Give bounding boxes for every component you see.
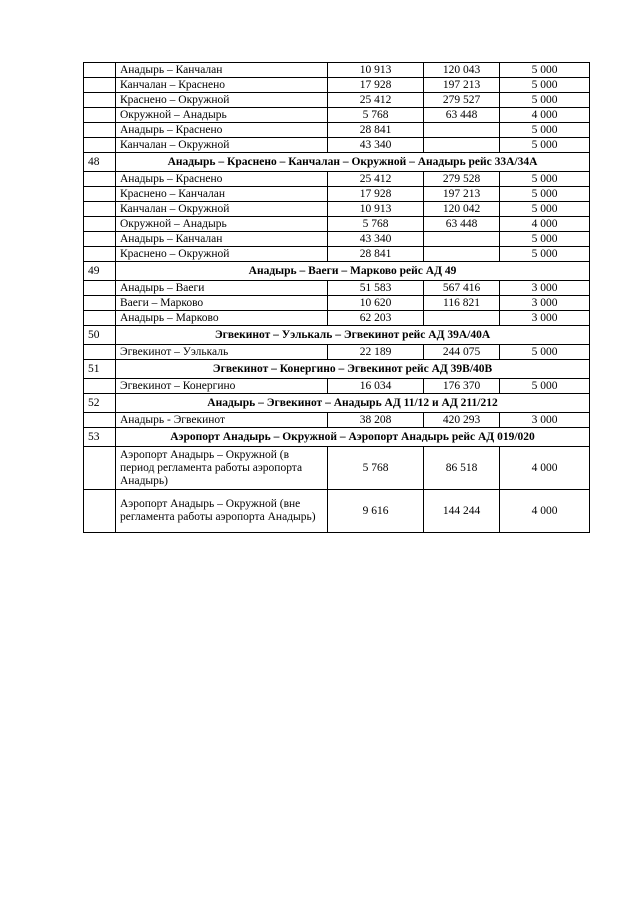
rate-value: 5 000 [500,345,590,360]
table-row [84,172,590,187]
distance-value: 43 340 [328,232,424,247]
tariff-value: 244 075 [424,345,500,360]
table-row [84,296,590,311]
route-segment-name: Канчалан – Краснено [116,78,328,93]
row-index-cell [84,108,116,123]
tariff-value: 197 213 [424,187,500,202]
tariff-value: 120 042 [424,202,500,217]
tariff-value [424,311,500,326]
table-row [84,379,590,394]
table-row [84,78,590,93]
distance-value: 28 841 [328,247,424,262]
rate-value: 5 000 [500,63,590,78]
distance-value: 16 034 [328,379,424,394]
route-segment-name: Эгвекинот – Конергино [116,379,328,394]
table-row [84,281,590,296]
row-index-cell [84,413,116,428]
row-index-cell [84,63,116,78]
row-index-cell [84,138,116,153]
row-index-cell [84,296,116,311]
document-page [83,62,590,533]
distance-value: 5 768 [328,108,424,123]
row-index-cell [84,311,116,326]
tariff-table [83,62,590,533]
tariff-value: 279 528 [424,172,500,187]
distance-value: 17 928 [328,187,424,202]
route-segment-name: Краснено – Окружной [116,247,328,262]
distance-value: 10 620 [328,296,424,311]
rate-value: 5 000 [500,232,590,247]
distance-value: 38 208 [328,413,424,428]
table-row [84,217,590,232]
group-header-row [84,428,590,447]
route-number: 52 [84,394,116,413]
route-segment-name: Анадырь – Канчалан [116,63,328,78]
distance-value: 22 189 [328,345,424,360]
route-group-title: Эгвекинот – Уэлькаль – Эгвекинот рейс АД 39А/40А [116,326,590,345]
rate-value: 4 000 [500,447,590,490]
rate-value: 4 000 [500,217,590,232]
route-segment-name: Анадырь – Марково [116,311,328,326]
route-segment-name: Ваеги – Марково [116,296,328,311]
table-row [84,345,590,360]
route-segment-name: Краснено – Канчалан [116,187,328,202]
rate-value: 4 000 [500,490,590,533]
group-header-row [84,360,590,379]
distance-value: 51 583 [328,281,424,296]
rate-value: 5 000 [500,379,590,394]
route-group-title: Анадырь – Эгвекинот – Анадырь АД 11/12 и АД 211/212 [116,394,590,413]
table-row [84,93,590,108]
route-group-title: Анадырь – Краснено – Канчалан – Окружной – Анадырь рейс 33А/34А [116,153,590,172]
tariff-value [424,123,500,138]
row-index-cell [84,172,116,187]
rate-value: 3 000 [500,281,590,296]
tariff-value: 197 213 [424,78,500,93]
table-row [84,232,590,247]
route-group-title: Эгвекинот – Конергино – Эгвекинот рейс АД 39В/40В [116,360,590,379]
route-number: 51 [84,360,116,379]
row-index-cell [84,379,116,394]
rate-value: 5 000 [500,78,590,93]
tariff-value: 144 244 [424,490,500,533]
route-segment-name: Канчалан – Окружной [116,202,328,217]
route-segment-name: Анадырь – Ваеги [116,281,328,296]
table-row [84,123,590,138]
table-row [84,413,590,428]
row-index-cell [84,247,116,262]
table-row [84,247,590,262]
table-row [84,447,590,490]
route-group-title: Аэропорт Анадырь – Окружной – Аэропорт Анадырь рейс АД 019/020 [116,428,590,447]
rate-value: 5 000 [500,93,590,108]
row-index-cell [84,123,116,138]
rate-value: 5 000 [500,187,590,202]
route-segment-name: Аэропорт Анадырь – Окружной (вне регламента работы аэропорта Анадырь) [116,490,328,533]
route-segment-name: Анадырь – Краснено [116,172,328,187]
tariff-value: 63 448 [424,108,500,123]
distance-value: 5 768 [328,217,424,232]
tariff-value: 176 370 [424,379,500,394]
tariff-value [424,247,500,262]
table-row [84,311,590,326]
tariff-value: 279 527 [424,93,500,108]
distance-value: 25 412 [328,172,424,187]
rate-value: 4 000 [500,108,590,123]
table-row [84,202,590,217]
row-index-cell [84,78,116,93]
rate-value: 5 000 [500,123,590,138]
group-header-row [84,262,590,281]
route-segment-name: Канчалан – Окружной [116,138,328,153]
distance-value: 9 616 [328,490,424,533]
tariff-value: 86 518 [424,447,500,490]
row-index-cell [84,93,116,108]
distance-value: 25 412 [328,93,424,108]
route-segment-name: Анадырь - Эгвекинот [116,413,328,428]
distance-value: 10 913 [328,63,424,78]
route-number: 49 [84,262,116,281]
route-segment-name: Анадырь – Канчалан [116,232,328,247]
row-index-cell [84,447,116,490]
table-row [84,108,590,123]
row-index-cell [84,217,116,232]
route-segment-name: Краснено – Окружной [116,93,328,108]
distance-value: 43 340 [328,138,424,153]
group-header-row [84,326,590,345]
table-row [84,63,590,78]
route-number: 50 [84,326,116,345]
rate-value: 3 000 [500,296,590,311]
distance-value: 28 841 [328,123,424,138]
group-header-row [84,153,590,172]
rate-value: 3 000 [500,311,590,326]
route-segment-name: Окружной – Анадырь [116,108,328,123]
route-segment-name: Эгвекинот – Уэлькаль [116,345,328,360]
group-header-row [84,394,590,413]
row-index-cell [84,490,116,533]
table-row [84,490,590,533]
row-index-cell [84,232,116,247]
row-index-cell [84,202,116,217]
route-group-title: Анадырь – Ваеги – Марково рейс АД 49 [116,262,590,281]
rate-value: 5 000 [500,138,590,153]
rate-value: 5 000 [500,247,590,262]
rate-value: 3 000 [500,413,590,428]
rate-value: 5 000 [500,202,590,217]
distance-value: 17 928 [328,78,424,93]
route-number: 53 [84,428,116,447]
route-segment-name: Аэропорт Анадырь – Окружной (в период регламента работы аэропорта Анадырь) [116,447,328,490]
row-index-cell [84,281,116,296]
tariff-value: 63 448 [424,217,500,232]
route-segment-name: Окружной – Анадырь [116,217,328,232]
tariff-value: 567 416 [424,281,500,296]
tariff-value: 116 821 [424,296,500,311]
row-index-cell [84,187,116,202]
tariff-value [424,232,500,247]
table-row [84,187,590,202]
tariff-value: 120 043 [424,63,500,78]
distance-value: 10 913 [328,202,424,217]
row-index-cell [84,345,116,360]
tariff-value [424,138,500,153]
route-segment-name: Анадырь – Краснено [116,123,328,138]
distance-value: 5 768 [328,447,424,490]
tariff-table-body [84,63,590,533]
table-row [84,138,590,153]
distance-value: 62 203 [328,311,424,326]
tariff-value: 420 293 [424,413,500,428]
route-number: 48 [84,153,116,172]
rate-value: 5 000 [500,172,590,187]
